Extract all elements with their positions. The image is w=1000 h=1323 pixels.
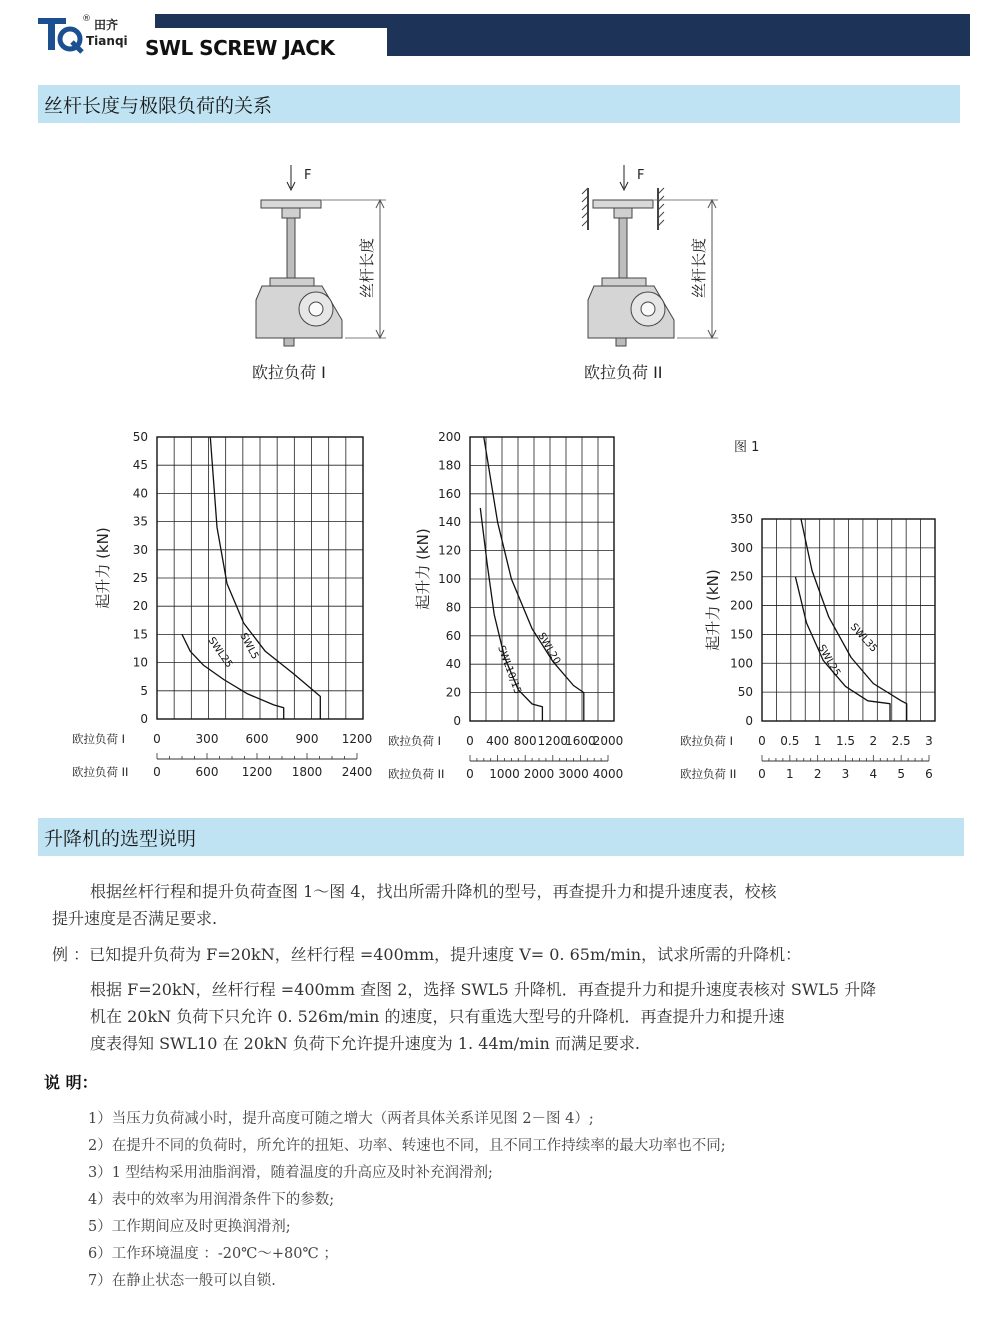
x-tick-label: 1 xyxy=(813,734,822,748)
y-tick-label: 40 xyxy=(445,657,461,672)
x-tick-label: 0 xyxy=(153,765,161,779)
logo-chinese: 田齐 xyxy=(94,18,119,32)
note-item: 3）1 型结构采用油脂润滑，随着温度的升高应及时补充润滑剂; xyxy=(88,1165,493,1181)
chart-euler-1 xyxy=(60,425,373,795)
answer-line-1: 根据 F=20kN，丝杆行程 =400mm 查图 2，选择 SWL5 升降机．再查提升力和提升速度表核对 SWL5 升降 xyxy=(90,980,877,999)
x-tick-label: 2 xyxy=(869,734,878,748)
x-tick-label: 0 xyxy=(466,734,474,748)
section-band-1 xyxy=(38,85,960,123)
y-tick-label: 40 xyxy=(132,486,148,501)
force-label-2: F xyxy=(637,168,645,183)
y-axis-label: 起升力 (kN) xyxy=(414,528,432,610)
jack-illustration-1 xyxy=(256,165,386,346)
y-tick-label: 180 xyxy=(438,458,461,473)
note-item: 2）在提升不同的负荷时，所允许的扭矩、功率、转速也不同，且不同工作持续率的最大功率也不同; xyxy=(88,1138,726,1154)
y-tick-label: 0 xyxy=(140,712,148,726)
y-tick-label: 60 xyxy=(445,628,461,643)
jack-illustration-2 xyxy=(582,165,718,346)
logo-icon xyxy=(36,12,86,56)
force-label-1: F xyxy=(304,168,312,183)
x-tick-label: 6 xyxy=(925,767,933,781)
y-tick-label: 20 xyxy=(132,599,148,614)
example-line: 例 ：已知提升负荷为 F=20kN，丝杆行程 =400mm，提升速度 V= 0. 65m/min，试求所需的升降机： xyxy=(52,945,802,964)
x-tick-label: 600 xyxy=(245,732,269,746)
x-tick-label: 4 xyxy=(869,767,878,781)
x-tick-label: 1200 xyxy=(341,732,373,746)
y-tick-label: 200 xyxy=(730,598,753,613)
x-tick-label: 2000 xyxy=(523,767,555,781)
header xyxy=(0,0,1000,70)
jack-illustrations xyxy=(0,150,1000,390)
x-tick-label: 1.5 xyxy=(835,734,856,748)
y-tick-label: 50 xyxy=(132,430,148,444)
series-label: SWL5 xyxy=(237,631,261,662)
y-tick-label: 200 xyxy=(438,430,461,444)
y-tick-label: 80 xyxy=(445,600,461,615)
y-tick-label: 300 xyxy=(730,540,753,555)
length-label-1: 丝杆长度 xyxy=(358,237,376,298)
y-tick-label: 100 xyxy=(730,656,753,671)
y-tick-label: 250 xyxy=(730,569,753,584)
x-tick-label: 1000 xyxy=(489,767,520,781)
series-label: SWL20 xyxy=(535,631,563,667)
x-tick-label: 1800 xyxy=(291,765,323,779)
x-axis-label: 欧拉负荷 I xyxy=(72,732,126,746)
x-axis-label: 欧拉负荷 I xyxy=(680,734,734,748)
x-tick-label: 800 xyxy=(513,734,537,748)
y-axis-label: 起升力 (kN) xyxy=(94,527,112,609)
x-axis-label: 欧拉负荷 I xyxy=(388,734,442,748)
intro-line-2: 提升速度是否满足要求. xyxy=(52,909,218,928)
y-axis-label: 起升力 (kN) xyxy=(704,569,722,651)
y-tick-label: 100 xyxy=(438,572,461,586)
y-tick-label: 150 xyxy=(730,627,753,642)
series-label: SWL35 xyxy=(847,621,880,655)
answer-line-3: 度表得知 SWL10 在 20kN 负荷下允许提升速度为 1. 44m/min 而满足要求. xyxy=(90,1034,640,1053)
x-tick-label: 2400 xyxy=(341,765,373,779)
y-tick-label: 10 xyxy=(132,655,148,670)
intro-line-1: 根据丝杆行程和提升负荷查图 1～图 4，找出所需升降机的型号，再查提升力和提升速度表，校核 xyxy=(90,882,777,901)
y-tick-label: 15 xyxy=(132,627,148,642)
x-tick-label: 0 xyxy=(466,767,474,781)
caption-euler-2: 欧拉负荷 II xyxy=(584,363,663,382)
x-tick-label: 0 xyxy=(758,734,766,748)
x-tick-label: 0 xyxy=(153,732,161,746)
logo xyxy=(36,12,146,60)
x-tick-label: 0 xyxy=(758,767,766,781)
x-tick-label: 900 xyxy=(295,732,319,746)
x-tick-label: 4000 xyxy=(592,767,624,781)
chart-euler-3 xyxy=(672,505,972,795)
y-tick-label: 140 xyxy=(438,515,461,530)
x-axis-label: 欧拉负荷 II xyxy=(388,767,445,781)
x-tick-label: 600 xyxy=(195,765,219,779)
x-axis-label: 欧拉负荷 II xyxy=(680,767,737,781)
section-band-2 xyxy=(38,818,964,856)
x-axis-label: 欧拉负荷 II xyxy=(72,765,129,779)
note-item: 1）当压力负荷减小时，提升高度可随之增大（两者具体关系详见图 2－图 4）; xyxy=(88,1111,594,1127)
x-tick-label: 1 xyxy=(786,767,794,781)
length-label-2: 丝杆长度 xyxy=(690,237,708,298)
answer-line-2: 机在 20kN 负荷下只允许 0. 526m/min 的速度，只有重选大型号的升降机．再查提升力和提升速 xyxy=(90,1007,785,1026)
chart-euler-2 xyxy=(380,425,650,795)
y-tick-label: 35 xyxy=(132,514,148,529)
series-label: SWL10/15 xyxy=(495,644,523,696)
x-tick-label: 2000 xyxy=(592,734,624,748)
x-tick-label: 3000 xyxy=(558,767,589,781)
x-tick-label: 2 xyxy=(813,767,822,781)
x-tick-label: 3 xyxy=(841,767,850,781)
header-right-bar xyxy=(387,14,970,56)
x-tick-label: 1200 xyxy=(537,734,569,748)
note-item: 5）工作期间应及时更换润滑剂; xyxy=(88,1219,291,1235)
y-tick-label: 5 xyxy=(140,683,148,698)
y-tick-label: 50 xyxy=(737,685,753,700)
x-tick-label: 1600 xyxy=(565,734,596,748)
note-item: 7）在静止状态一般可以自锁. xyxy=(88,1273,276,1289)
page-title: SWL SCREW JACK xyxy=(145,36,335,60)
y-tick-label: 30 xyxy=(132,542,148,557)
note-item: 4）表中的效率为用润滑条件下的参数; xyxy=(88,1192,335,1208)
x-tick-label: 400 xyxy=(486,734,510,748)
x-tick-label: 300 xyxy=(195,732,219,746)
x-tick-label: 1200 xyxy=(241,765,273,779)
x-tick-label: 0.5 xyxy=(780,734,800,748)
y-tick-label: 120 xyxy=(438,543,461,558)
caption-euler-1: 欧拉负荷 I xyxy=(252,363,326,382)
header-title-bar xyxy=(155,14,387,28)
figure-label: 图 1 xyxy=(734,440,760,455)
y-tick-label: 0 xyxy=(453,714,461,728)
section-title-2: 升降机的选型说明 xyxy=(44,828,197,850)
notes-heading: 说 明： xyxy=(44,1073,98,1092)
note-item: 6）工作环境温度 ：-20℃～+80℃ ； xyxy=(88,1246,338,1262)
y-tick-label: 25 xyxy=(132,571,148,585)
x-tick-label: 5 xyxy=(897,767,905,781)
y-tick-label: 350 xyxy=(730,512,753,526)
series-label: SWL25 xyxy=(815,643,843,679)
y-tick-label: 160 xyxy=(438,486,461,501)
y-tick-label: 0 xyxy=(745,714,753,728)
logo-registered: ® xyxy=(82,14,91,24)
section-title-1: 丝杆长度与极限负荷的关系 xyxy=(44,95,273,117)
y-tick-label: 20 xyxy=(445,685,461,700)
series-label: SWL25 xyxy=(205,635,235,671)
x-tick-label: 2.5 xyxy=(891,734,911,748)
logo-english: Tianqi xyxy=(86,34,128,48)
y-tick-label: 45 xyxy=(132,458,148,473)
x-tick-label: 3 xyxy=(925,734,933,748)
